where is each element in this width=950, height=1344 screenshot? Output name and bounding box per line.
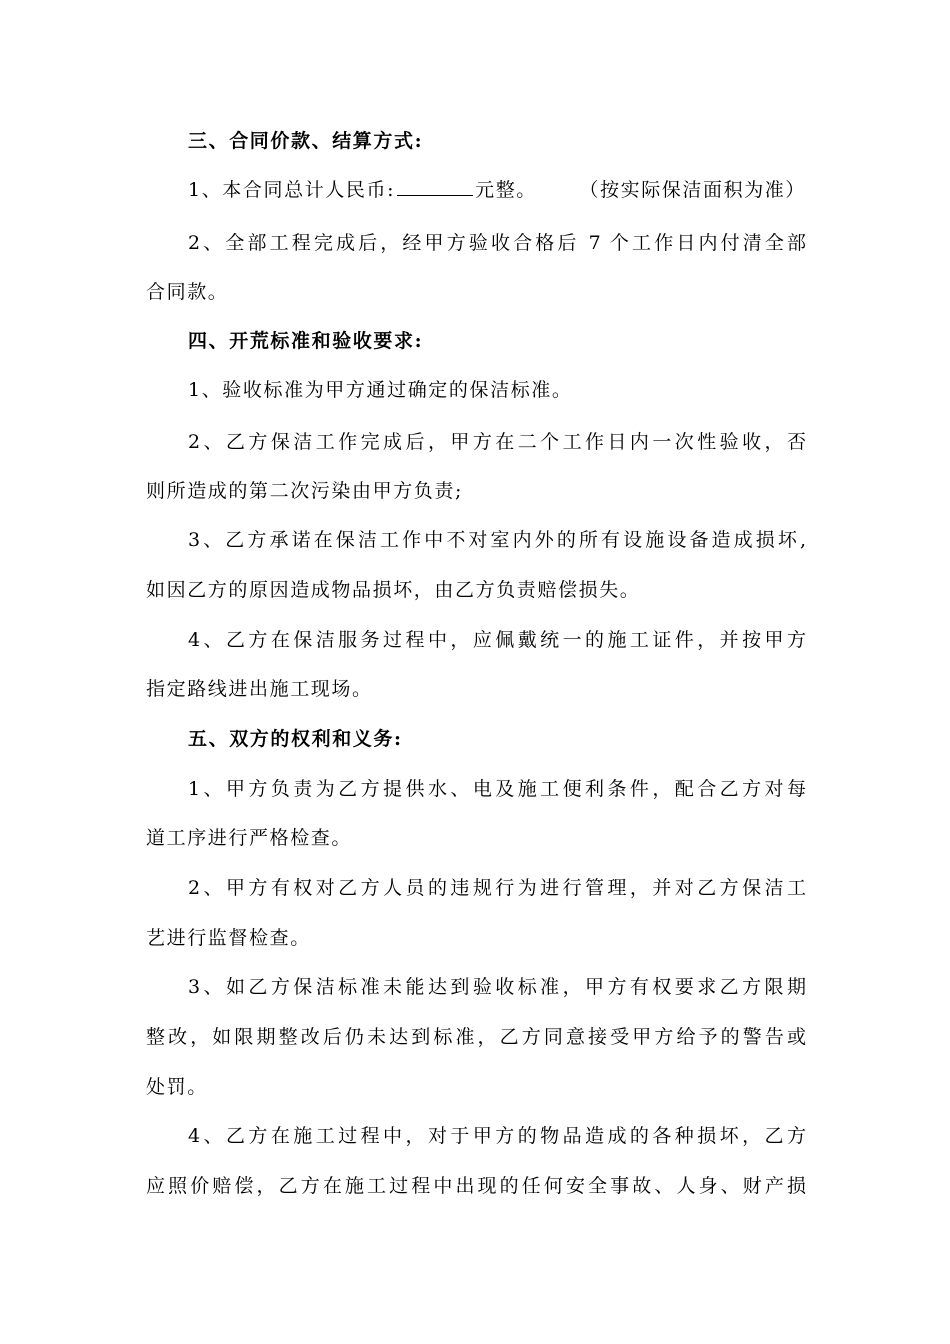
section-4-item-3-line-1: 3、乙方承诺在保洁工作中不对室内外的所有设施设备造成损坏,	[188, 529, 806, 551]
section-5-item-3-line-3: 处罚。	[146, 1076, 208, 1098]
section-5-item-1-line-2: 道工序进行严格检查。	[146, 827, 353, 849]
section-5-item-2-line-1: 2、甲方有权对乙方人员的违规行为进行管理，并对乙方保洁工	[188, 877, 806, 899]
section-3-item-1	[188, 176, 806, 204]
section-4-item-2-line-2: 则所造成的第二次污染由甲方负责;	[146, 480, 464, 502]
section-3-item-1-note: （按实际保洁面积为准）	[579, 179, 806, 201]
section-5-item-4-line-1: 4、乙方在施工过程中，对于甲方的物品造成的各种损坏，乙方	[188, 1125, 806, 1147]
section-5-item-1-line-1: 1、甲方负责为乙方提供水、电及施工便利条件，配合乙方对每	[188, 778, 806, 800]
section-3-item-2-line-2: 合同款。	[146, 281, 229, 303]
section-4-item-4-line-1: 4、乙方在保洁服务过程中，应佩戴统一的施工证件，并按甲方	[188, 629, 806, 651]
section-5-item-3-line-2: 整改，如限期整改后仍未达到标准，乙方同意接受甲方给予的警告或	[146, 1026, 806, 1048]
section-4-item-2-line-1: 2、乙方保洁工作完成后，甲方在二个工作日内一次性验收，否	[188, 431, 806, 453]
section-5-heading: 五、双方的权利和义务:	[188, 728, 403, 750]
section-4-heading: 四、开荒标准和验收要求:	[188, 330, 424, 352]
section-5-item-2-line-2: 艺进行监督检查。	[146, 927, 311, 949]
section-4-item-4-line-2: 指定路线进出施工现场。	[146, 678, 373, 700]
amount-blank	[397, 177, 473, 196]
section-3-item-2-line-1: 2、全部工程完成后，经甲方验收合格后 7 个工作日内付清全部	[188, 232, 806, 254]
section-4-item-1: 1、验收标准为甲方通过确定的保洁标准。	[188, 379, 573, 401]
section-5-item-4-line-2: 应照价赔偿，乙方在施工过程中出现的任何安全事故、人身、财产损	[146, 1175, 806, 1197]
section-4-item-3-line-2: 如因乙方的原因造成物品损坏，由乙方负责赔偿损失。	[146, 579, 641, 601]
section-3-item-1-suffix: 元整。	[475, 179, 537, 201]
section-5-item-3-line-1: 3、如乙方保洁标准未能达到验收标准，甲方有权要求乙方限期	[188, 976, 806, 998]
section-3-item-1-prefix: 1、本合同总计人民币:	[188, 179, 396, 201]
section-3-heading: 三、合同价款、结算方式:	[188, 130, 424, 152]
